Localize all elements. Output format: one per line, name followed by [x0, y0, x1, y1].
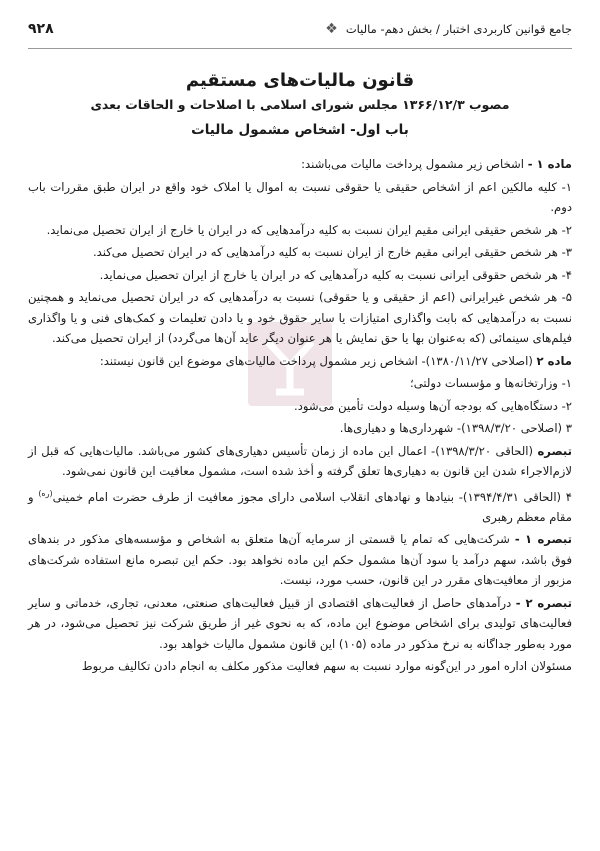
page-number: ۹۲۸	[28, 21, 54, 37]
note-2-heading: تبصره ۲ -	[515, 595, 572, 610]
article-1-item-4: ۴- هر شخص حقوقی ایرانی نسبت به کلیه درآمدهایی که در ایران یا خارج از ایران تحصیل می‌نماید.	[99, 267, 572, 282]
note-heading: تبصره	[537, 443, 573, 458]
title-block	[30, 56, 570, 138]
article-2-item-4-end: و مقام معظم رهبری	[28, 489, 572, 524]
header-rule	[28, 48, 572, 49]
note-1-heading: تبصره ۱ -	[514, 532, 573, 547]
note-2-text: درآمدهای حاصل از فعالیت‌های اقتصادی از قبیل فعالیت‌های صنعتی، معدنی، تجاری، خدماتی و سایر فعالیت‌های تولیدی برای اشخاص موضوع این ماده، که به نحوی غیر از طریق شرکت نیز تحصیل می‌شود، در هر مورد به‌طور جداگانه به نرخ مذکور در ماده (۱۰۵) این قانون مشمول مالیات خواهد بود.	[28, 595, 572, 651]
final-paragraph: مسئولان اداره امور در این‌گونه موارد نسبت به سهم فعالیت مذکور مکلف به انجام دادن تکالیف مربوط	[81, 659, 572, 674]
diamond-ornament-icon: ❖	[325, 21, 338, 37]
note-1	[28, 529, 572, 591]
note-text: (الحاقی ۱۳۹۸/۳/۲۰)- اعمال این ماده از زمان تأسیس دهیاری‌های کشور می‌باشد. مالیات‌هایی که قبل از لازم‌الاجراء شدن این قانون به دهیاری‌ها تعلق گرفته و أخذ شده است، مشمول معافیت این قانون نمی‌شود.	[28, 443, 572, 478]
article-2-item-2: ۲- دستگاه‌هایی که بودجه آن‌ها وسیله دولت تأمین می‌شود.	[294, 398, 572, 413]
article-1-heading: ماده ۱ -	[527, 157, 572, 171]
article-1-item-5: ۵- هر شخص غیرایرانی (اعم از حقیقی و یا حقوقی) نسبت به درآمدهایی که در ایران تحصیل می‌نماید و همچنین نسبت به درآمدهایی که بابت واگذاری امتیازات یا سایر حقوق خود و یا دادن تعلیمات و کمک‌های فنی و یا واگذاری فیلم‌های سینمائی (که به‌عنوان بها یا حق نمایش یا هر عنوان دیگر عاید آن‌ها می‌گردد) از ایران تحصیل می‌کند.	[28, 290, 572, 345]
article-2-item-3: ۳ (اصلاحی ۱۳۹۸/۳/۲۰)- شهرداری‌ها و دهیاری‌ها.	[339, 421, 572, 435]
article-2-heading: ماده ۲	[536, 353, 572, 368]
law-title: قانون مالیات‌های مستقیم	[185, 70, 415, 91]
header-title-group	[325, 21, 572, 37]
article-2-item-4-text: ۴ (الحاقی ۱۳۹۴/۴/۳۱)- بنیادها و نهادهای انقلاب اسلامی دارای مجوز معافیت از طرف حضرت امام خمینی	[52, 489, 572, 504]
note	[28, 441, 572, 482]
page-header	[28, 16, 572, 42]
note-2	[28, 593, 572, 655]
honorific-superscript: (ره)	[38, 488, 53, 498]
document-body	[28, 154, 572, 679]
note-1-text: شرکت‌هایی که تمام یا قسمتی از سرمایه آن‌ها متعلق به اشخاص و مؤسسه‌های مذکور در بندهای فوق باشد، سهم درآمد یا سود آن‌ها مشمول حکم این ماده نخواهد بود. حکم این تبصره مانع استفاده شرکت‌های مزبور از معافیت‌های مقرر در این قانون، حسب مورد، نیست.	[28, 532, 572, 588]
article-2-intro: (اصلاحی ۱۳۸۰/۱۱/۲۷)- اشخاص زیر مشمول پرداخت مالیات‌های موضوع این قانون نیستند:	[99, 353, 537, 368]
chapter-heading: باب اول- اشخاص مشمول مالیات	[191, 122, 409, 138]
article-1-item-3: ۳- هر شخص حقیقی ایرانی مقیم خارج از ایران نسبت به کلیه درآمدهایی که در ایران تحصیل می‌کند.	[92, 245, 572, 259]
approval-line: مصوب ۱۳۶۶/۱۲/۳ مجلس شورای اسلامی با اصلاحات و الحاقات بعدی	[90, 97, 510, 112]
article-1-item-2: ۲- هر شخص حقیقی ایرانی مقیم ایران نسبت به کلیه درآمدهایی که در ایران یا خارج از ایران تحصیل می‌نماید.	[46, 222, 572, 237]
article-2-item-4	[28, 484, 572, 528]
article-1-intro: اشخاص زیر مشمول پرداخت مالیات می‌باشند:	[301, 157, 528, 171]
running-title: جامع قوانین کاربردی اختبار / بخش دهم- مالیات	[345, 22, 572, 36]
article-2-item-1: ۱- وزارتخانه‌ها و مؤسسات دولتی؛	[410, 376, 572, 390]
article-1-item-1: ۱- کلیه مالکین اعم از اشخاص حقیقی یا حقوقی نسبت به اموال یا املاک خود واقع در ایران طبق مقررات باب دوم.	[28, 179, 572, 214]
article-2	[28, 351, 572, 372]
article-1	[28, 154, 572, 175]
